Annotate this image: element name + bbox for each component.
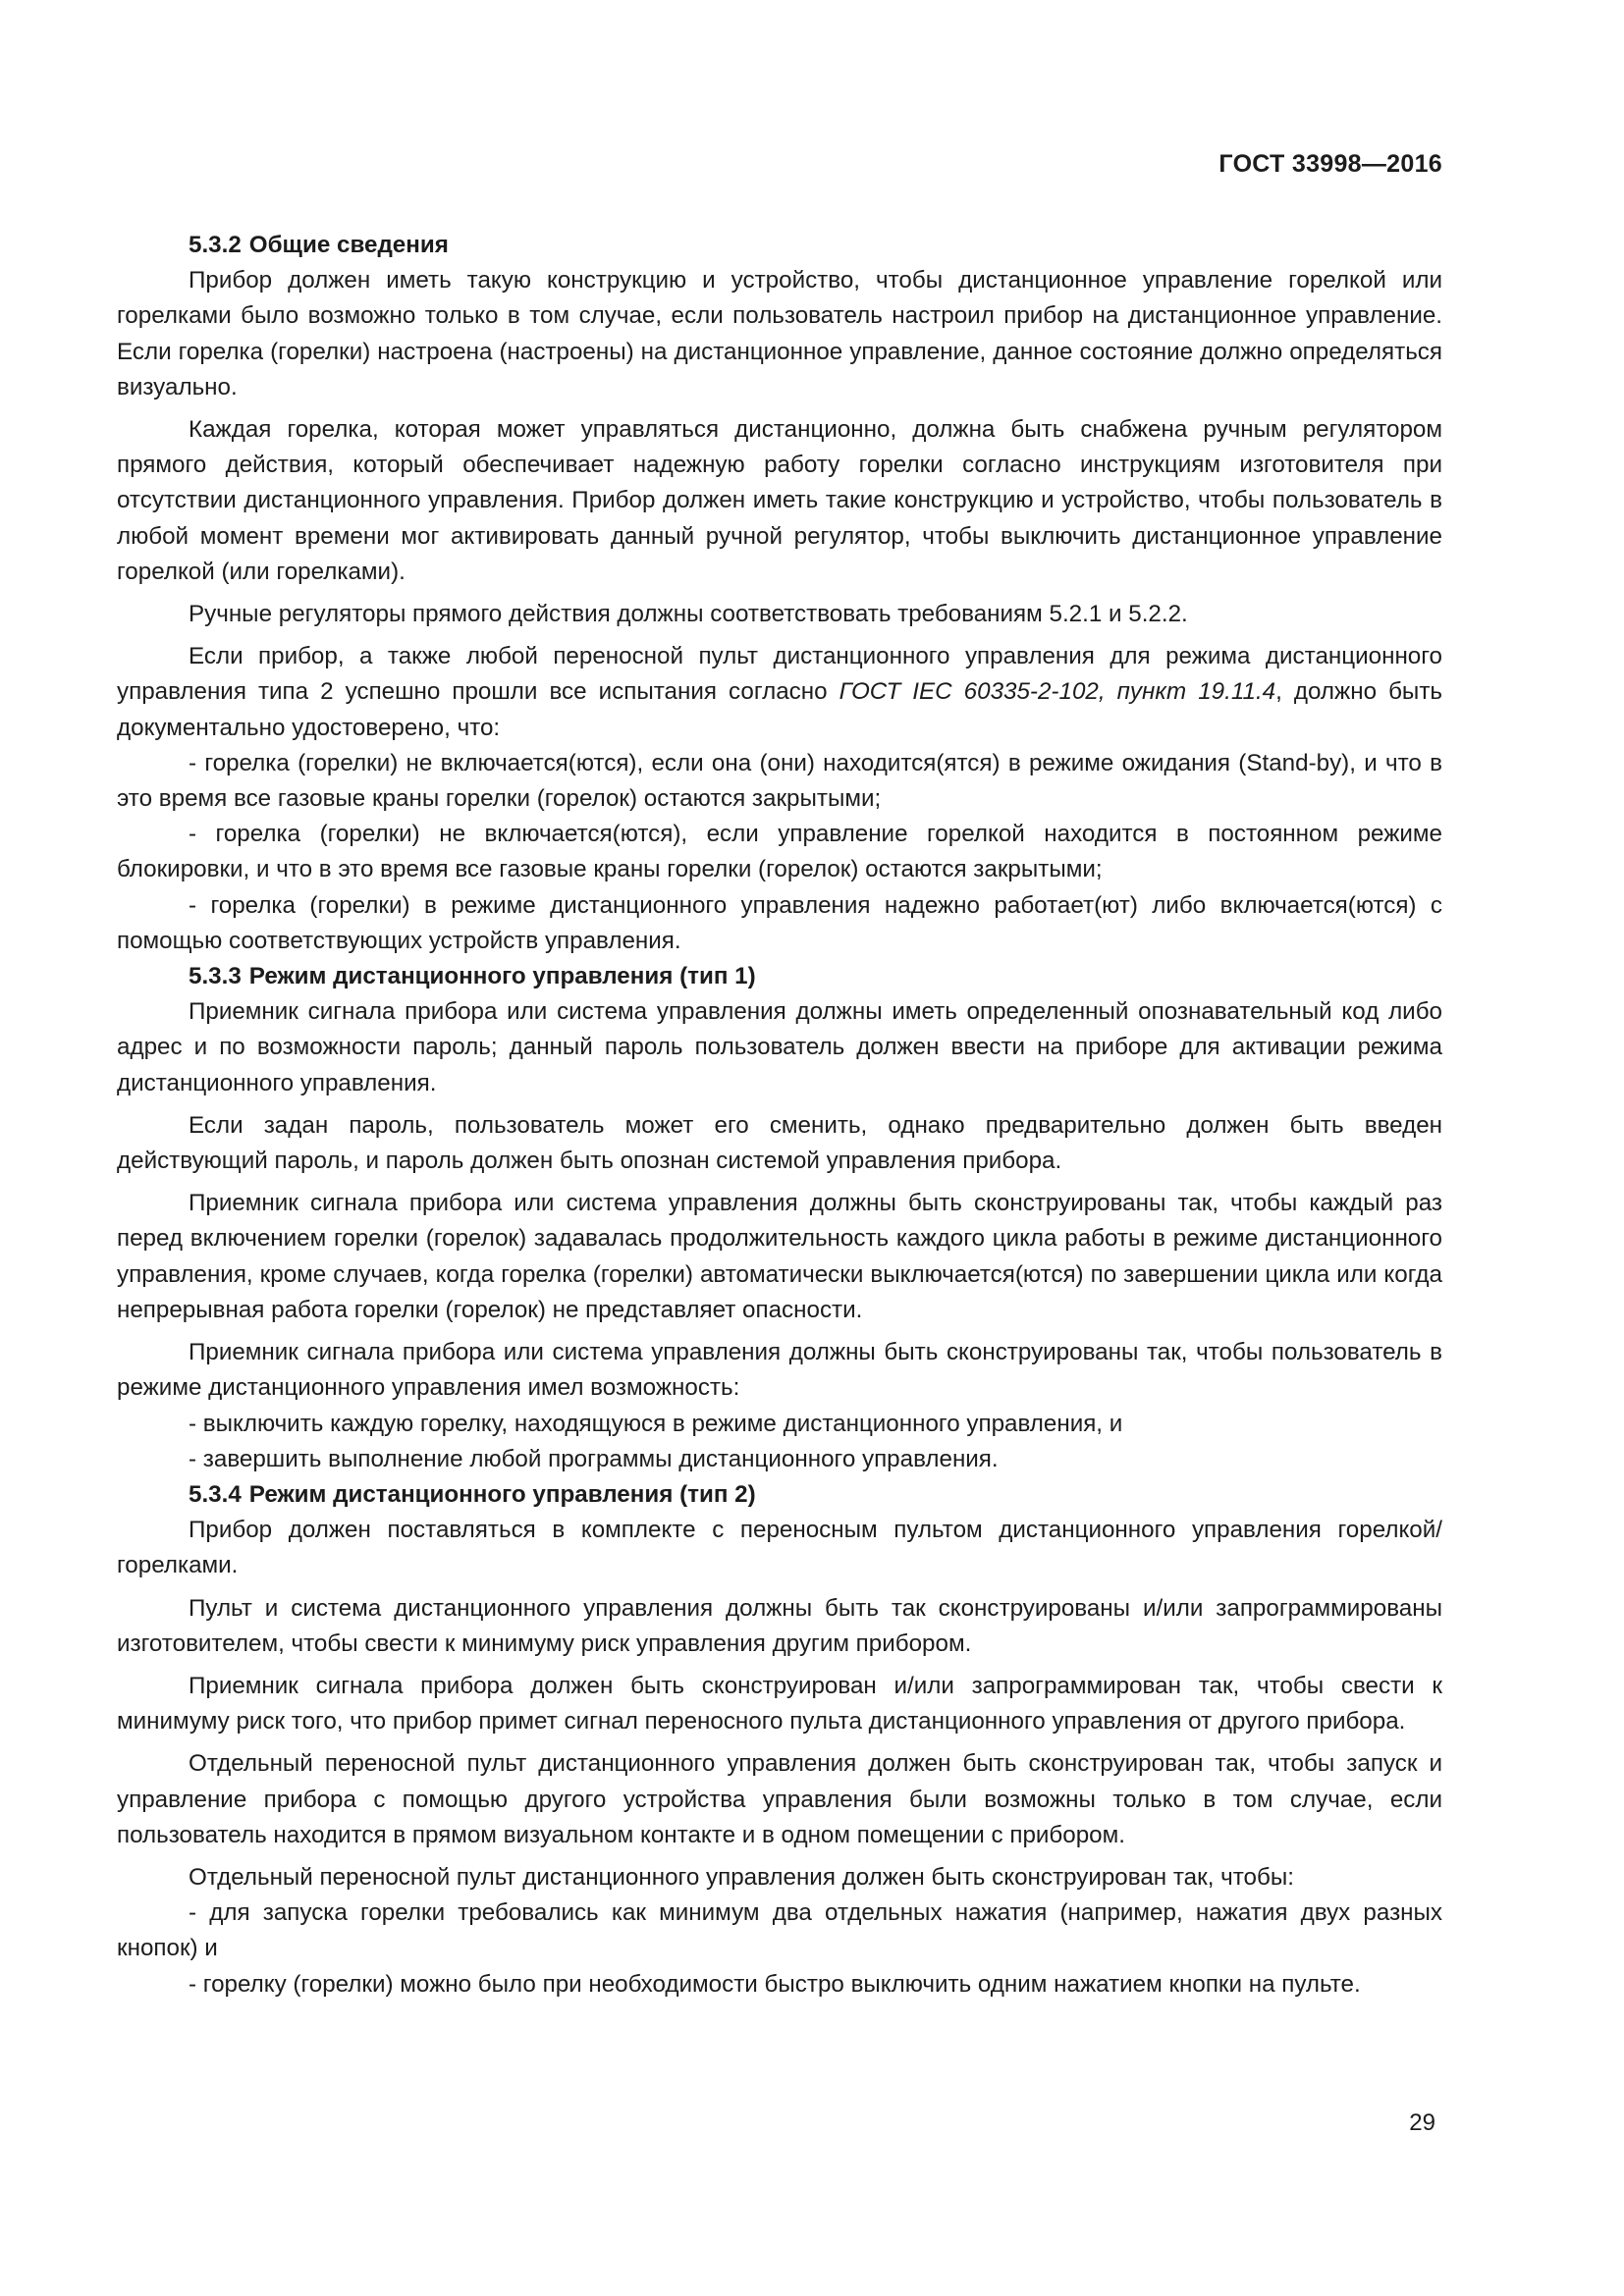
paragraph: Прибор должен иметь такую конструкцию и устройство, чтобы дистанционное управление горелкой или горелками было возможно только в том случае, если пользователь настроил прибор на дистанционное управление. Если горелка (горелки) настроена (настроены) на дистанционное управление, данное состояние должно определяться визуально. bbox=[117, 267, 1442, 400]
paragraph: Приемник сигнала прибора или система управления должны быть сконструированы так, чтобы каждый раз перед включением горелки (горелок) задавалась продолжительность каждого цикла работы в режиме дистанционного управления, кроме случаев, когда горелка (горелки) автоматически выключается(ются) по завершении цикла или когда непрерывная работа горелки (горелок) не представляет опасности. bbox=[117, 1190, 1442, 1323]
paragraph-text: , должно быть документально удостоверено, что: bbox=[117, 678, 1442, 741]
list-item: - горелка (горелки) не включается(ются), если она (они) находится(ятся) в режиме ожидания (Stand-by), и что в это время все газовые краны горелки (горелок) остаются закрытыми; bbox=[117, 749, 1442, 813]
list-item: - выключить каждую горелку, находящуюся в режиме дистанционного управления, и bbox=[189, 1410, 1123, 1437]
list-item: - горелку (горелки) можно было при необходимости быстро выключить одним нажатием кнопки на пульте. bbox=[189, 1970, 1361, 1998]
document-body bbox=[117, 228, 1442, 2002]
page-number: 29 bbox=[1409, 2109, 1435, 2136]
list-item: - горелка (горелки) не включается(ются), если управление горелкой находится в постоянном режиме блокировки, и что в это время все газовые краны горелки (горелок) остаются закрытыми; bbox=[117, 821, 1442, 883]
paragraph: Пульт и система дистанционного управления должны быть так сконструированы и/или запрограммированы изготовителем, чтобы свести к минимуму риск управления другим прибором. bbox=[117, 1594, 1442, 1657]
paragraph: Ручные регуляторы прямого действия должны соответствовать требованиям 5.2.1 и 5.2.2. bbox=[189, 601, 1188, 628]
list-item: - для запуска горелки требовались как минимум два отдельных нажатия (например, нажатия двух разных кнопок) и bbox=[117, 1899, 1442, 1962]
section-heading-5-3-3 bbox=[117, 959, 1442, 994]
section-heading-5-3-4 bbox=[117, 1477, 1442, 1513]
standard-reference: ГОСТ IEC 60335-2-102, пункт 19.11.4 bbox=[839, 678, 1276, 706]
list-item: - горелка (горелки) в режиме дистанционного управления надежно работает(ют) либо включается(ются) с помощью соответствующих устройств управления. bbox=[117, 891, 1442, 954]
paragraph: Приемник сигнала прибора должен быть сконструирован и/или запрограммирован так, чтобы свести к минимуму риск того, что прибор примет сигнал переносного пульта дистанционного управления от другого прибора. bbox=[117, 1672, 1442, 1735]
section-title: Режим дистанционного управления (тип 1) bbox=[248, 963, 756, 990]
paragraph: Приемник сигнала прибора или система управления должны иметь определенный опознавательный код либо адрес и по возможности пароль; данный пароль пользователь должен ввести на приборе для активации режима дистанционного управления. bbox=[117, 998, 1442, 1096]
section-number: 5.3.4 bbox=[189, 1480, 242, 1508]
paragraph: Отдельный переносной пульт дистанционного управления должен быть сконструирован так, чтобы: bbox=[189, 1863, 1294, 1891]
paragraph: Прибор должен поставляться в комплекте с переносным пультом дистанционного управления горелкой/горелками. bbox=[117, 1517, 1442, 1579]
section-title: Общие сведения bbox=[248, 232, 449, 258]
paragraph-text: Если прибор, а также любой переносной пульт дистанционного управления для режима дистанционного управления типа 2 успешно прошли все испытания согласно bbox=[117, 643, 1442, 706]
paragraph: Отдельный переносной пульт дистанционного управления должен быть сконструирован так, чтобы запуск и управление прибора с помощью другого устройства управления были возможны только в том случае, если пользователь находится в прямом визуальном контакте и в одном помещении с прибором. bbox=[117, 1750, 1442, 1848]
section-title: Режим дистанционного управления (тип 2) bbox=[248, 1480, 756, 1508]
list-item: - завершить выполнение любой программы дистанционного управления. bbox=[189, 1445, 999, 1472]
paragraph: Если задан пароль, пользователь может его сменить, однако предварительно должен быть введен действующий пароль, и пароль должен быть опознан системой управления прибора. bbox=[117, 1111, 1442, 1175]
section-number: 5.3.2 bbox=[189, 232, 242, 258]
paragraph: Каждая горелка, которая может управляться дистанционно, должна быть снабжена ручным регулятором прямого действия, который обеспечивает надежную работу горелки согласно инструкциям изготовителя при отсутствии дистанционного управления. Прибор должен иметь такие конструкцию и устройство, чтобы пользователь в любой момент времени мог активировать данный ручной регулятор, чтобы выключить дистанционное управление горелкой (или горелками). bbox=[117, 416, 1442, 585]
section-number: 5.3.3 bbox=[189, 963, 242, 990]
section-heading-5-3-2 bbox=[117, 228, 1442, 263]
document-header bbox=[1218, 150, 1442, 179]
paragraph-with-reference bbox=[117, 639, 1442, 746]
standard-designation: ГОСТ 33998—2016 bbox=[1218, 150, 1442, 178]
paragraph: Приемник сигнала прибора или система управления должны быть сконструированы так, чтобы пользователь в режиме дистанционного управления имел возможность: bbox=[117, 1339, 1442, 1402]
